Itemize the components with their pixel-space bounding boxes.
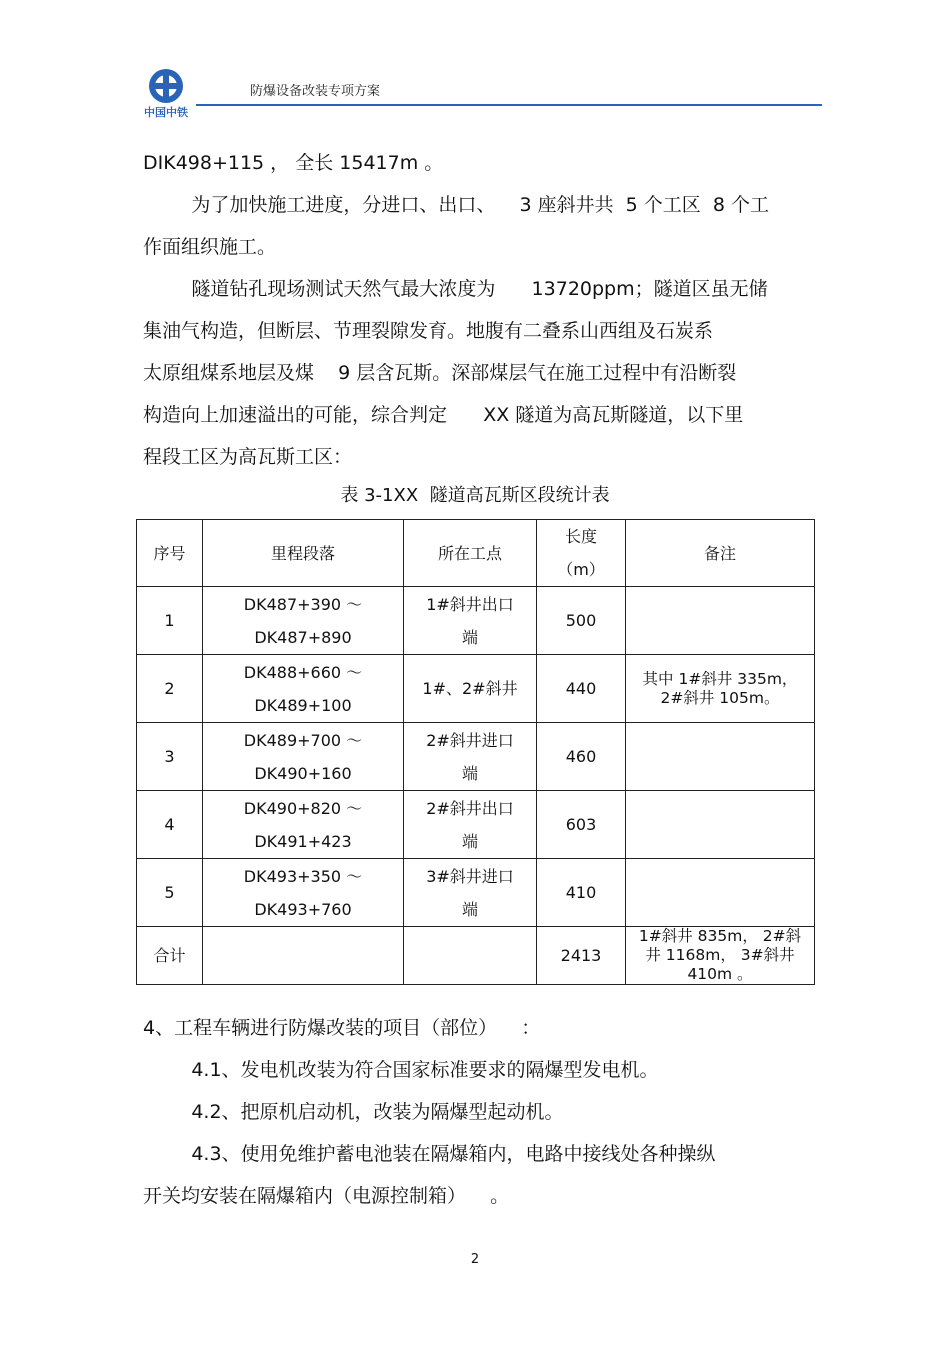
cell-site: 3#斜井进口 端	[404, 859, 537, 927]
cell-range: DK493+350 ～ DK493+760	[203, 859, 404, 927]
section4-item-2: 4.2、把原机启动机，改装为隔爆型起动机。	[143, 1101, 564, 1123]
table-row	[137, 723, 815, 791]
cell-length: 500	[537, 587, 626, 655]
cell-site: 1#斜井出口 端	[404, 587, 537, 655]
body-line-1: DIK498+115 ， 全长 15417m 。	[143, 152, 444, 174]
page-number: 2	[470, 1252, 480, 1267]
section4-title: 4、工程车辆进行防爆改装的项目（部位） ：	[143, 1017, 541, 1039]
cell-total-remark: 1#斜井 835m， 2#斜 井 1168m， 3#斜井 410m 。	[626, 927, 815, 985]
tunnel-section-table	[136, 519, 815, 985]
cell-empty	[404, 927, 537, 985]
cell-remark	[626, 791, 815, 859]
cell-length: 440	[537, 655, 626, 723]
header-no: 序号	[137, 520, 203, 587]
body-line-4: 隧道钻孔现场测试天然气最大浓度为 13720ppm；隧道区虽无储	[143, 278, 768, 300]
cell-no: 5	[137, 859, 203, 927]
body-line-3: 作面组织施工。	[143, 236, 277, 258]
table-row	[137, 859, 815, 927]
header-range: 里程段落	[203, 520, 404, 587]
table-row	[137, 587, 815, 655]
cell-total-label: 合计	[137, 927, 203, 985]
section4-item-3-cont: 开关均安装在隔爆箱内（电源控制箱） 。	[143, 1185, 510, 1207]
cell-range: DK488+660 ～ DK489+100	[203, 655, 404, 723]
cell-range: DK490+820 ～ DK491+423	[203, 791, 404, 859]
cell-remark	[626, 723, 815, 791]
svg-text:中国中铁: 中国中铁	[144, 106, 188, 119]
cell-total-length: 2413	[537, 927, 626, 985]
header-remark: 备注	[626, 520, 815, 587]
cell-range: DK487+390 ～ DK487+890	[203, 587, 404, 655]
cell-no: 2	[137, 655, 203, 723]
section4-item-1: 4.1、发电机改装为符合国家标准要求的隔爆型发电机。	[143, 1059, 659, 1081]
header-length: 长度 （m）	[537, 520, 626, 587]
company-logo	[142, 66, 196, 120]
cell-no: 3	[137, 723, 203, 791]
body-line-5: 集油气构造，但断层、节理裂隙发育。地腹有二叠系山西组及石炭系	[143, 320, 714, 342]
cell-range: DK489+700 ～ DK490+160	[203, 723, 404, 791]
cell-site: 2#斜井进口 端	[404, 723, 537, 791]
table-total-row	[137, 927, 815, 985]
cell-length: 603	[537, 791, 626, 859]
cell-remark	[626, 587, 815, 655]
cell-site: 2#斜井出口 端	[404, 791, 537, 859]
header-rule	[196, 104, 822, 106]
cell-empty	[203, 927, 404, 985]
cell-length: 460	[537, 723, 626, 791]
table-row	[137, 791, 815, 859]
cell-remark: 其中 1#斜井 335m， 2#斜井 105m。	[626, 655, 815, 723]
table-row	[137, 655, 815, 723]
body-line-2: 为了加快施工进度，分进口、出口、 3 座斜井共 5 个工区 8 个工	[143, 194, 770, 216]
table-caption: 表 3-1XX 隧道高瓦斯区段统计表	[340, 485, 610, 506]
header-title: 防爆设备改装专项方案	[250, 84, 381, 99]
header-site: 所在工点	[404, 520, 537, 587]
body-line-8: 程段工区为高瓦斯工区：	[143, 446, 353, 468]
cell-no: 4	[137, 791, 203, 859]
table-header-row	[137, 520, 815, 587]
cell-remark	[626, 859, 815, 927]
section4-item-3: 4.3、使用免维护蓄电池装在隔爆箱内，电路中接线处各种操纵	[143, 1143, 716, 1165]
cell-site: 1#、2#斜井	[404, 655, 537, 723]
cell-no: 1	[137, 587, 203, 655]
body-line-6: 太原组煤系地层及煤 9 层含瓦斯。深部煤层气在施工过程中有沿断裂	[143, 362, 737, 384]
cell-length: 410	[537, 859, 626, 927]
body-line-7: 构造向上加速溢出的可能，综合判定 XX 隧道为高瓦斯隧道，以下里	[143, 404, 744, 426]
